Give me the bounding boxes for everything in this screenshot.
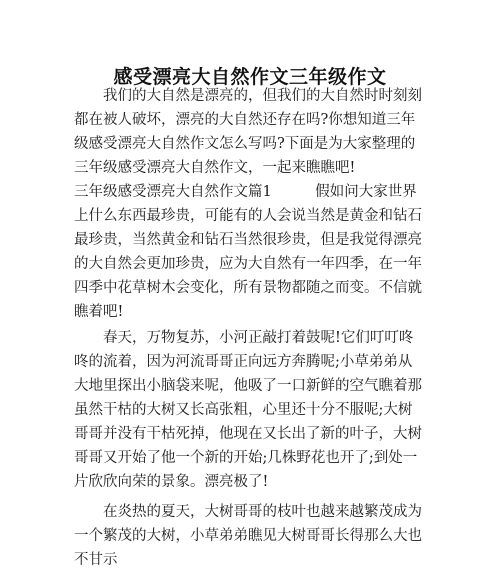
paragraph-essay-1-opening: 三年级感受漂亮大自然作文篇1 假如问大家世界上什么东西最珍贵，可能有的人会说当然是黄金和钻石最珍贵，当然黄金和钻石当然很珍贵，但是我觉得漂亮的大自然会更加珍贵，应为大自然有一年四季，在一年四季中花草树木会变化，所有景物都随之而变。不信就瞧着吧!: [74, 184, 422, 320]
article-title: 感受漂亮大自然作文三年级作文: [113, 66, 387, 88]
paragraph-spring: 春天，万物复苏，小河正敲打着鼓呢!它们叮叮咚咚的流着，因为河流哥哥正向远方奔腾呢;小草弟弟从大地里探出小脑袋来呢，他吸了一口新鲜的空气瞧着那虽然干枯的大树又长高张粗，心里还十分不服呢;大树哥哥并没有干枯死掉，他现在又长出了新的叶子，大树哥哥又开始了他一个新的开始;几株野花也开了;到处一片欣欣向荣的景象。漂亮极了!: [74, 330, 422, 490]
paragraph-summer: 在炎热的夏天，大树哥哥的枝叶也越来越繁茂成为一个繁茂的大树，小草弟弟瞧见大树哥哥长得那么大也不甘示: [74, 504, 422, 568]
paragraph-intro: 我们的大自然是漂亮的，但我们的大自然时时刻刻都在被人破坏，漂亮的大自然还存在吗?你想知道三年级感受漂亮大自然作文怎么写吗?下面是为大家整理的三年级感受漂亮大自然作文，一起来瞧瞧吧!: [74, 88, 422, 176]
article-body: [74, 84, 426, 572]
